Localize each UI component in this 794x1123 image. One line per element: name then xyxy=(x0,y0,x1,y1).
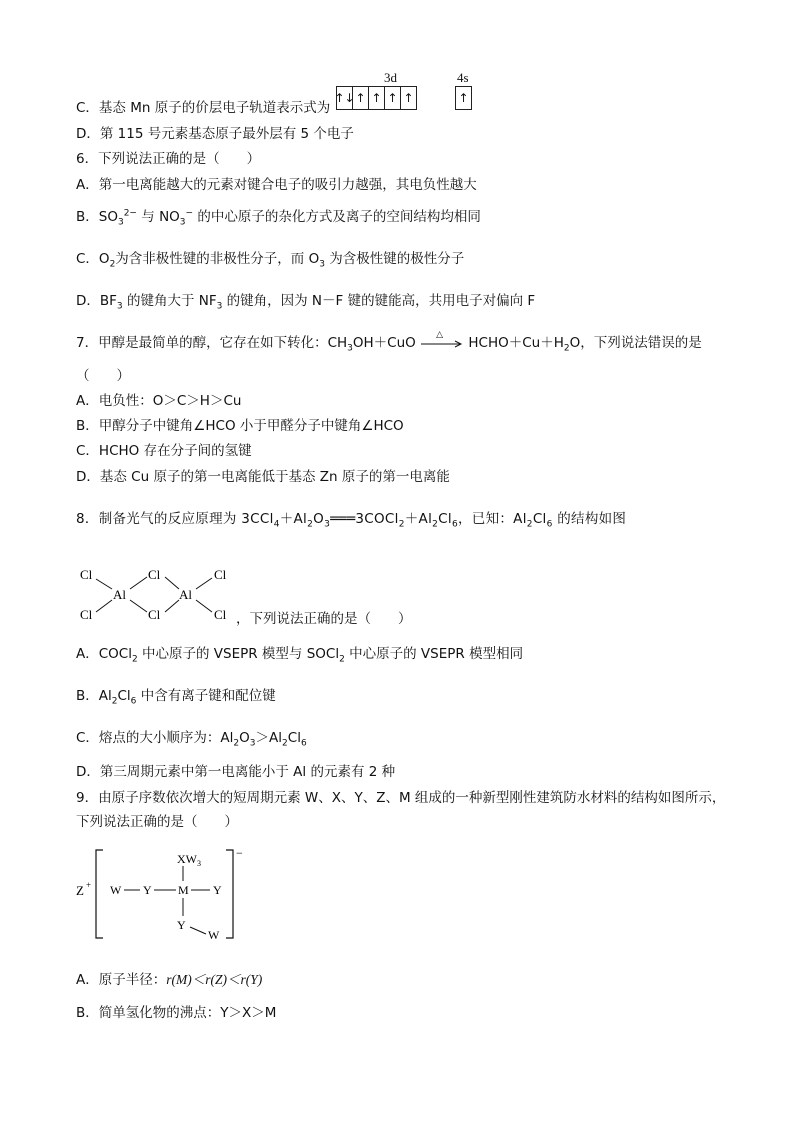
subscript: 3 xyxy=(216,301,223,312)
subscript: 3 xyxy=(117,217,124,228)
q8-stem xyxy=(76,510,626,528)
q8-option-c xyxy=(76,729,307,747)
text: 与 NO xyxy=(136,209,180,225)
orbital-3d-diagram xyxy=(336,86,417,110)
atom-cl: Cl xyxy=(80,607,93,622)
subscript: 6 xyxy=(300,738,307,749)
reaction-arrow xyxy=(420,330,464,350)
cation-z: Z xyxy=(76,883,84,898)
text: 8．制备光气的反应原理为 3CCl xyxy=(76,511,274,527)
text: ═══3COCl xyxy=(330,511,399,527)
q7-option-b: B．甲醇分子中键角∠HCO 小于甲醛分子中键角∠HCO xyxy=(76,418,404,434)
atom-y: Y xyxy=(213,883,222,897)
orbital-cell: ↑↓ xyxy=(337,87,353,109)
text: O xyxy=(239,730,250,746)
orbital-cell: ↑ xyxy=(458,91,469,105)
subscript: 6 xyxy=(546,519,553,530)
subscript: 3 xyxy=(179,217,186,228)
text: C．O xyxy=(76,251,110,267)
q7-option-a: A．电负性：O＞C＞H＞Cu xyxy=(76,393,242,409)
text: 中心原子的 VSEPR 模型与 SOCl xyxy=(137,646,340,662)
text: 7．甲醇是最简单的醇，它存在如下转化：CH xyxy=(76,335,348,351)
text: C．熔点的大小顺序为：Al xyxy=(76,730,234,746)
q7-answer-paren: （ ） xyxy=(76,368,130,384)
text: A．原子半径： xyxy=(76,972,167,988)
bond xyxy=(165,577,179,589)
subscript: 2 xyxy=(282,738,288,749)
subscript: 3 xyxy=(347,343,353,354)
subscript: 2 xyxy=(526,519,533,530)
text: Cl xyxy=(117,688,131,704)
q8-option-a xyxy=(76,645,523,663)
reaction-condition: △ xyxy=(436,330,444,340)
subscript: 3 xyxy=(249,738,256,749)
superscript: − xyxy=(185,208,194,219)
subscript: 2 xyxy=(563,343,570,354)
subscript: 2 xyxy=(233,738,240,749)
atom-cl: Cl xyxy=(80,567,93,582)
atom-y: Y xyxy=(177,918,186,932)
text: ，已知：Al xyxy=(457,511,527,527)
subscript: 3 xyxy=(319,259,325,270)
bond xyxy=(196,600,212,612)
text: ＞Al xyxy=(255,730,283,746)
atom-m: M xyxy=(178,883,189,897)
subscript: 3 xyxy=(324,519,331,530)
text: 为含非极性键的非极性分子，而 O xyxy=(115,251,320,267)
atom-cl: Cl xyxy=(148,567,161,582)
subscript: 2 xyxy=(131,654,138,665)
math-expression: r(M)＜r(Z)＜r(Y) xyxy=(166,972,263,987)
text: 中含有离子键和配位键 xyxy=(136,688,276,704)
subscript: 2 xyxy=(109,259,116,270)
text: Cl xyxy=(438,511,452,527)
atom-cl: Cl xyxy=(214,607,227,622)
q7-option-d: D．基态 Cu 原子的第一电离能低于基态 Zn 原子的第一电离能 xyxy=(76,469,450,485)
right-bracket xyxy=(226,850,233,938)
bond xyxy=(96,600,112,612)
orbital-cell: ↑ xyxy=(369,87,385,109)
text: 的键角大于 NF xyxy=(122,293,217,309)
bond xyxy=(96,579,112,589)
text: ＋Al xyxy=(404,511,433,527)
atom-xw3 xyxy=(177,852,201,868)
q5-option-d: D．第 115 号元素基态原子最外层有 5 个电子 xyxy=(76,126,354,142)
subscript: 2 xyxy=(432,519,439,530)
q5-option-c: C．基态 Mn 原子的价层电子轨道表示式为 xyxy=(76,100,331,116)
cation-charge: + xyxy=(86,880,92,890)
q9-structure-diagram xyxy=(74,843,264,943)
superscript: 2− xyxy=(123,208,137,219)
orbital-cell: ↑ xyxy=(353,87,369,109)
text: A．COCl xyxy=(76,646,132,662)
atom-cl: Cl xyxy=(214,567,227,582)
text: 的结构如图 xyxy=(552,511,627,527)
bond xyxy=(130,600,147,612)
q8-stem-continuation: ，下列说法正确的是（ ） xyxy=(236,611,412,627)
orbital-4s-diagram xyxy=(455,86,472,110)
text: Cl xyxy=(532,511,547,527)
orbital-4s-label: 4s xyxy=(457,70,469,85)
subscript: 2 xyxy=(111,696,118,707)
q6-stem: 6．下列说法正确的是（ ） xyxy=(76,151,261,167)
arrow-right-icon xyxy=(420,336,464,350)
q9-option-a xyxy=(76,971,262,989)
text: XW xyxy=(177,852,197,866)
al2cl6-structure-diagram xyxy=(76,562,236,632)
subscript: 6 xyxy=(451,519,458,530)
subscript: 3 xyxy=(197,859,201,868)
orbital-3d-label: 3d xyxy=(384,70,397,85)
subscript: 6 xyxy=(130,696,137,707)
text: O xyxy=(313,511,325,527)
bond xyxy=(130,577,147,589)
subscript: 2 xyxy=(339,654,345,665)
q6-option-c xyxy=(76,250,464,268)
atom-w: W xyxy=(208,928,220,942)
orbital-cell: ↑ xyxy=(385,87,401,109)
atom-al: Al xyxy=(113,587,126,602)
bond xyxy=(165,600,179,612)
text: HCHO＋Cu＋H xyxy=(468,335,564,351)
q6-option-d xyxy=(76,292,535,310)
q8-option-b xyxy=(76,687,276,705)
text: 中心原子的 VSEPR 模型相同 xyxy=(344,646,524,662)
text: O，下列说法错误的是 xyxy=(569,335,702,351)
left-bracket xyxy=(96,850,103,938)
q6-option-a: A．第一电离能越大的元素对键合电子的吸引力越强，其电负性越大 xyxy=(76,177,477,193)
atom-y: Y xyxy=(143,883,152,897)
anion-charge: − xyxy=(236,846,243,860)
q7-option-c: C．HCHO 存在分子间的氢键 xyxy=(76,443,252,459)
subscript: 2 xyxy=(307,519,314,530)
text: OH＋CuO xyxy=(352,335,416,351)
text: 的中心原子的杂化方式及离子的空间结构均相同 xyxy=(193,209,481,225)
q9-stem-line2: 下列说法正确的是（ ） xyxy=(76,814,238,830)
subscript: 2 xyxy=(398,519,405,530)
text: 的键角，因为 N－F 键的键能高，共用电子对偏向 F xyxy=(222,293,536,309)
text: ＋Al xyxy=(279,511,308,527)
bond xyxy=(190,927,206,934)
text: B．SO xyxy=(76,209,118,225)
text: 为含极性键的极性分子 xyxy=(324,251,465,267)
text: D．BF xyxy=(76,293,117,309)
subscript: 3 xyxy=(116,301,123,312)
q8-option-d: D．第三周期元素中第一电离能小于 Al 的元素有 2 种 xyxy=(76,764,396,780)
q7-stem xyxy=(76,330,702,354)
orbital-cell: ↑ xyxy=(403,91,414,105)
subscript: 4 xyxy=(273,519,280,530)
q9-option-b: B．简单氢化物的沸点：Y＞X＞M xyxy=(76,1005,277,1021)
text: Cl xyxy=(287,730,301,746)
q6-option-b xyxy=(76,208,481,226)
bond xyxy=(196,578,212,589)
atom-al: Al xyxy=(179,587,192,602)
text: B．Al xyxy=(76,688,112,704)
atom-w: W xyxy=(110,883,122,897)
atom-cl: Cl xyxy=(148,607,161,622)
q9-stem-line1: 9．由原子序数依次增大的短周期元素 W、X、Y、Z、M 组成的一种新型刚性建筑防水材料的结构如图所示， xyxy=(76,790,726,806)
